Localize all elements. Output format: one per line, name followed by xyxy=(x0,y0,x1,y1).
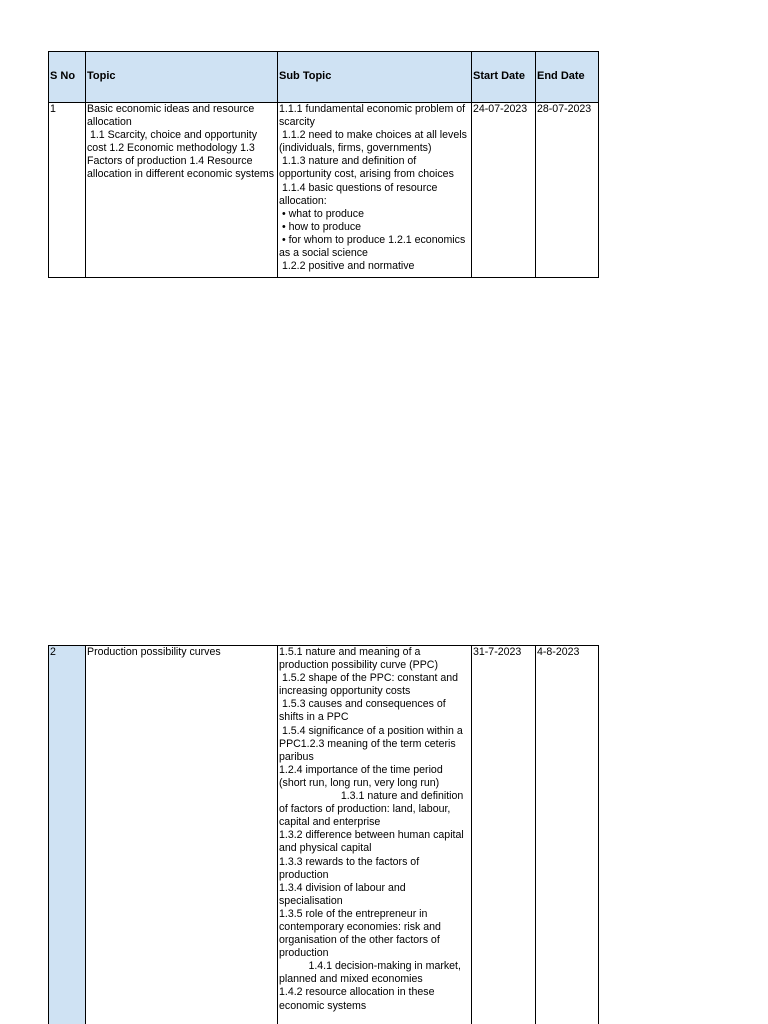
cell-sno-text: 2 xyxy=(50,646,56,658)
cell-topic-text: Basic economic ideas and resource allocation 1.1 Scarcity, choice and opportunity cost 1.2 Economic methodology 1.3 Factors of production 1.4 Resource allocation in different economic systems xyxy=(87,103,275,181)
cell-sub-topic[interactable] xyxy=(278,103,472,278)
schedule-table-2 xyxy=(48,645,599,1024)
cell-end-date[interactable] xyxy=(536,103,599,278)
cell-sno[interactable] xyxy=(49,646,86,1024)
schedule-table-1 xyxy=(48,51,599,278)
cell-start-date[interactable] xyxy=(472,646,536,1024)
header-sno[interactable]: S No xyxy=(49,52,86,103)
header-end-date[interactable]: End Date xyxy=(536,52,599,103)
cell-start-date-text: 31-7-2023 xyxy=(473,646,522,658)
header-start-date[interactable]: Start Date xyxy=(472,52,536,103)
cell-end-date-text: 28-07-2023 xyxy=(537,103,592,115)
cell-start-date[interactable] xyxy=(472,103,536,278)
table-row xyxy=(49,646,599,1024)
cell-topic[interactable] xyxy=(86,103,278,278)
cell-sno-text: 1 xyxy=(50,103,56,115)
cell-sub-topic-text: 1.5.1 nature and meaning of a production possibility curve (PPC) 1.5.2 shape of the PPC: constant and increasing opportunity costs 1.5.3 causes and consequences of shifts in a PPC 1.5.4 significance of a position within a PPC1.2.3 meaning of the term ceteris paribus 1.2.4 importance of the time period (short run, long run, very long run) 1.3.1 nature and definition of factors of production: land, labour, capital and enterprise 1.3.2 difference between human capital and physical capital 1.3.3 rewards to the factors of production 1.3.4 division of labour and specialisation 1.3.5 role of the entrepreneur in contemporary economies: risk and organisation of the other factors of production 1.4.1 decision-making in market, planned and mixed economies 1.4.2 resource allocation in these economic systems xyxy=(279,646,464,1012)
cell-sub-topic[interactable] xyxy=(278,646,472,1024)
cell-end-date[interactable] xyxy=(536,646,599,1024)
cell-end-date-text: 4-8-2023 xyxy=(537,646,580,658)
cell-sub-topic-text: 1.1.1 fundamental economic problem of scarcity 1.1.2 need to make choices at all levels (individuals, firms, governments) 1.1.3 nature and definition of opportunity cost, arising from choices 1.1.4 basic questions of resource allocation: • what to produce • how to produce • for whom to produce 1.2.1 economics as a social science 1.2.2 positive and normative xyxy=(279,103,467,273)
header-topic[interactable]: Topic xyxy=(86,52,278,103)
header-row xyxy=(49,52,599,103)
cell-topic[interactable] xyxy=(86,646,278,1024)
cell-sno[interactable] xyxy=(49,103,86,278)
table-row xyxy=(49,103,599,278)
cell-topic-text: Production possibility curves xyxy=(87,646,221,658)
cell-start-date-text: 24-07-2023 xyxy=(473,103,528,115)
header-sub-topic[interactable]: Sub Topic xyxy=(278,52,472,103)
